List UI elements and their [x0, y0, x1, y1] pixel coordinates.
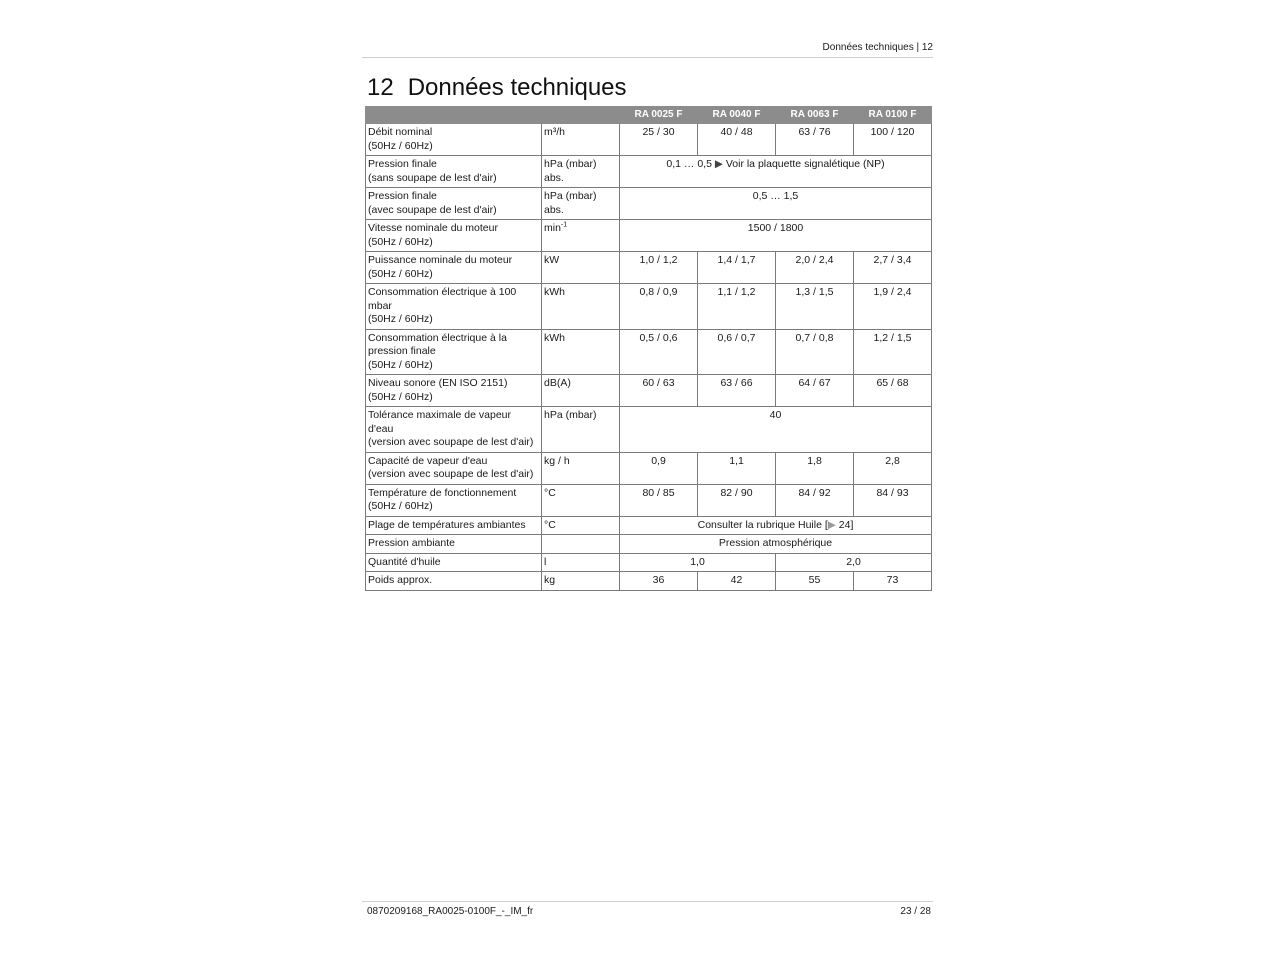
document-id: 0870209168_RA0025-0100F_-_IM_fr — [367, 906, 534, 917]
page-number: 23 / 28 — [900, 906, 931, 917]
table-header-row — [366, 107, 932, 124]
cell-value: 0,6 / 0,7 — [698, 329, 776, 375]
row-label: Vitesse nominale du moteur (50Hz / 60Hz) — [366, 220, 542, 252]
table-row — [366, 452, 932, 484]
merged-value: 0,1 … 0,5 ▶ Voir la plaquette signalétique (NP) — [620, 156, 932, 188]
row-label: Poids approx. — [366, 572, 542, 591]
header-blank-cell — [542, 107, 620, 124]
row-label: Pression finale (avec soupape de lest d'air) — [366, 188, 542, 220]
nameplate-reference: Voir la plaquette signalétique (NP) — [725, 158, 885, 170]
cell-value: 36 — [620, 572, 698, 591]
merged-value: 0,5 … 1,5 — [620, 188, 932, 220]
cell-value: 1,1 — [698, 452, 776, 484]
oil-section-link[interactable]: Huile — [798, 518, 822, 531]
header-rule — [362, 57, 933, 58]
cell-value: 63 / 76 — [776, 124, 854, 156]
cell-value: 42 — [698, 572, 776, 591]
cell-value: 1,9 / 2,4 — [854, 284, 932, 330]
cell-value: 1,4 / 1,7 — [698, 252, 776, 284]
row-unit: kg / h — [542, 452, 620, 484]
cell-value: 2,7 / 3,4 — [854, 252, 932, 284]
row-label: Niveau sonore (EN ISO 2151) (50Hz / 60Hz) — [366, 375, 542, 407]
section-title — [367, 74, 627, 102]
cell-value: 65 / 68 — [854, 375, 932, 407]
row-unit: kg — [542, 572, 620, 591]
cell-value: 25 / 30 — [620, 124, 698, 156]
cell-value: 55 — [776, 572, 854, 591]
row-unit: hPa (mbar) abs. — [542, 188, 620, 220]
cell-value: 100 / 120 — [854, 124, 932, 156]
arrow-right-icon: ▶ — [714, 158, 723, 170]
cell-value: 1,0 / 1,2 — [620, 252, 698, 284]
row-label: Pression ambiante — [366, 535, 542, 554]
table-row — [366, 572, 932, 591]
model-header: RA 0063 F — [776, 107, 854, 124]
cell-value: 64 / 67 — [776, 375, 854, 407]
row-label: Capacité de vapeur d'eau (version avec soupape de lest d'air) — [366, 452, 542, 484]
model-header: RA 0100 F — [854, 107, 932, 124]
table-row — [366, 484, 932, 516]
table-row — [366, 553, 932, 572]
row-unit: kWh — [542, 284, 620, 330]
row-unit: °C — [542, 516, 620, 535]
cell-value: 63 / 66 — [698, 375, 776, 407]
cell-value: 0,7 / 0,8 — [776, 329, 854, 375]
cell-value: 1,8 — [776, 452, 854, 484]
page-reference[interactable]: 24] — [835, 518, 854, 531]
model-header: RA 0025 F — [620, 107, 698, 124]
cell-value: 60 / 63 — [620, 375, 698, 407]
row-label: Quantité d'huile — [366, 553, 542, 572]
cell-value: 1,3 / 1,5 — [776, 284, 854, 330]
section-heading: Données techniques — [407, 74, 627, 101]
cell-value: 84 / 92 — [776, 484, 854, 516]
row-unit: kW — [542, 252, 620, 284]
row-unit: dB(A) — [542, 375, 620, 407]
cell-value: 2,0 / 2,4 — [776, 252, 854, 284]
merged-value: Consulter la rubrique Huile [▶ 24] — [620, 516, 932, 535]
merged-value: 1500 / 1800 — [620, 220, 932, 252]
table-row — [366, 407, 932, 453]
header-blank-cell — [366, 107, 542, 124]
cell-value: 84 / 93 — [854, 484, 932, 516]
row-unit — [542, 535, 620, 554]
cell-value: 2,8 — [854, 452, 932, 484]
table-row — [366, 220, 932, 252]
row-unit: l — [542, 553, 620, 572]
pair-value: 2,0 — [776, 553, 932, 572]
row-label: Consommation électrique à la pression finale (50Hz / 60Hz) — [366, 329, 542, 375]
row-unit: hPa (mbar) — [542, 407, 620, 453]
table-row — [366, 329, 932, 375]
cell-value: 1,2 / 1,5 — [854, 329, 932, 375]
row-unit: m³/h — [542, 124, 620, 156]
cell-value: 80 / 85 — [620, 484, 698, 516]
cell-value: 40 / 48 — [698, 124, 776, 156]
row-label: Pression finale (sans soupape de lest d'air) — [366, 156, 542, 188]
table-row — [366, 188, 932, 220]
cell-value: 1,1 / 1,2 — [698, 284, 776, 330]
cell-value: 0,9 — [620, 452, 698, 484]
footer-rule — [362, 901, 933, 902]
row-label: Consommation électrique à 100 mbar (50Hz / 60Hz) — [366, 284, 542, 330]
table-row — [366, 535, 932, 554]
model-header: RA 0040 F — [698, 107, 776, 124]
pair-value: 1,0 — [620, 553, 776, 572]
row-label: Tolérance maximale de vapeur d'eau (version avec soupape de lest d'air) — [366, 407, 542, 453]
table-row — [366, 516, 932, 535]
row-label: Température de fonctionnement (50Hz / 60Hz) — [366, 484, 542, 516]
arrow-right-icon: ▶ — [827, 518, 836, 531]
table-row — [366, 124, 932, 156]
section-number: 12 — [367, 74, 394, 101]
cell-value: 82 / 90 — [698, 484, 776, 516]
table-row — [366, 156, 932, 188]
row-label: Débit nominal (50Hz / 60Hz) — [366, 124, 542, 156]
row-label: Puissance nominale du moteur (50Hz / 60Hz) — [366, 252, 542, 284]
table-row — [366, 375, 932, 407]
merged-value: 40 — [620, 407, 932, 453]
row-unit: hPa (mbar) abs. — [542, 156, 620, 188]
row-unit: °C — [542, 484, 620, 516]
row-unit: kWh — [542, 329, 620, 375]
running-header: Données techniques | 12 — [822, 42, 933, 53]
row-unit: $\min^{-1}$ — [542, 220, 620, 252]
merged-value: Pression atmosphérique — [620, 535, 932, 554]
cell-value: 0,8 / 0,9 — [620, 284, 698, 330]
cell-value: 73 — [854, 572, 932, 591]
table-row — [366, 252, 932, 284]
table-row — [366, 284, 932, 330]
row-label: Plage de températures ambiantes — [366, 516, 542, 535]
cell-value: 0,5 / 0,6 — [620, 329, 698, 375]
technical-data-table — [365, 106, 932, 591]
